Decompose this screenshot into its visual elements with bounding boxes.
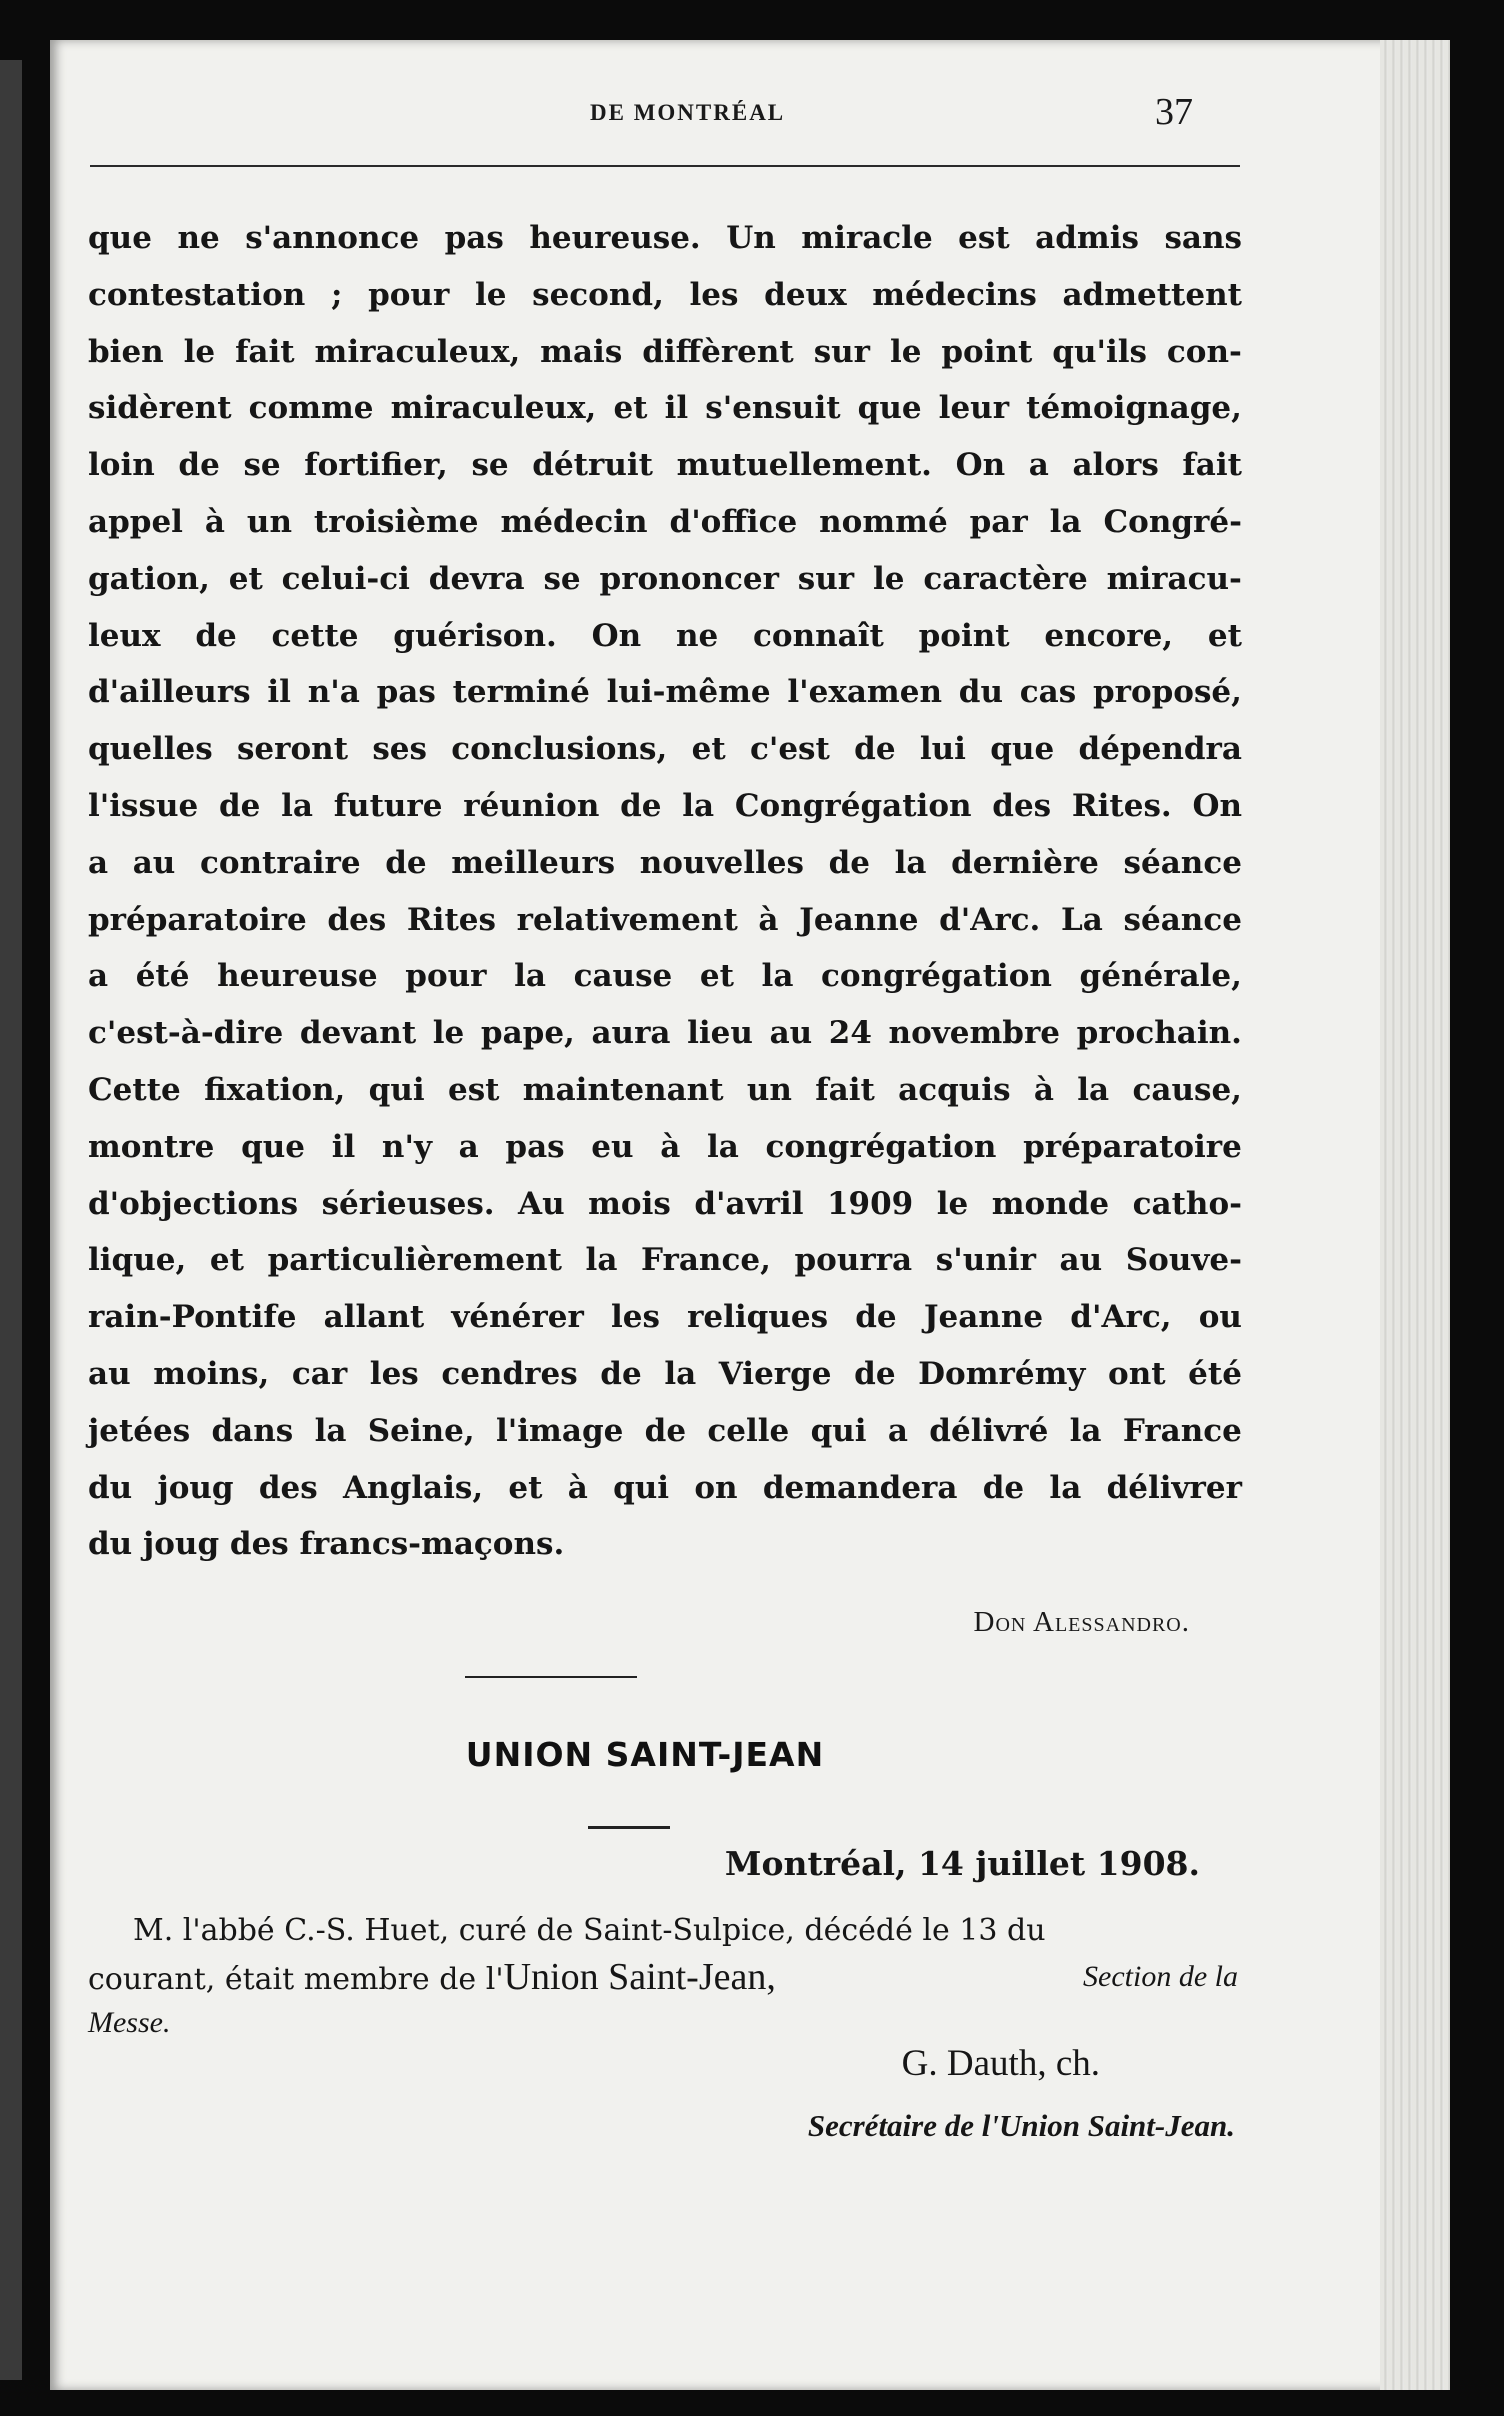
text-line: contestation ; pour le second, les deux médecins admettent (88, 276, 1242, 313)
text-line: l'issue de la future réunion de la Congrégation des Rites. On (88, 787, 1242, 824)
text-line: lique, et particulièrement la France, pourra s'unir au Souve- (88, 1242, 1242, 1279)
header-rule (90, 165, 1240, 167)
page-number: 37 (1155, 91, 1193, 133)
text-line: du joug des Anglais, et à qui on demandera de la délivrer (88, 1469, 1242, 1506)
text-line: bien le fait miraculeux, mais diffèrent sur le point qu'ils con- (88, 333, 1242, 370)
text-line: d'objections sérieuses. Au mois d'avril 1909 le monde catho- (88, 1185, 1242, 1222)
text-line: loin de se fortifier, se détruit mutuellement. On a alors fait (88, 447, 1242, 484)
text-line: préparatoire des Rites relativement à Jeanne d'Arc. La séance (88, 901, 1242, 938)
signer-title: Secrétaire de l'Union Saint-Jean. (807, 2108, 1235, 2143)
text-line: montre que il n'y a pas eu à la congrégation préparatoire (88, 1128, 1242, 1165)
text-line: leux de cette guérison. On ne connaît point encore, et (88, 617, 1242, 654)
article-body (88, 210, 1242, 1573)
text-line: Cette fixation, qui est maintenant un fait acquis à la cause, (88, 1071, 1242, 1108)
notice-body (88, 1908, 1238, 2046)
section-title: UNION SAINT-JEAN (465, 1735, 825, 1774)
text-line: rain-Pontife allant vénérer les reliques de Jeanne d'Arc, ou (88, 1299, 1242, 1336)
text-line: gation, et celui-ci devra se prononcer sur le caractère miracu- (88, 560, 1242, 597)
notice-line: M. l'abbé C.-S. Huet, curé de Saint-Sulpice, décédé le 13 du (133, 1913, 1046, 1948)
text-line: d'ailleurs il n'a pas terminé lui-même l'examen du cas proposé, (88, 674, 1242, 711)
notice-signer: G. Dauth, ch. (901, 2043, 1100, 2084)
text-line: du joug des francs-maçons. (88, 1526, 565, 1563)
notice-line: Messe. (88, 2006, 171, 2039)
text-line: a été heureuse pour la cause et la congrégation générale, (88, 958, 1242, 995)
union-name: Union Saint-Jean, (503, 1956, 776, 1998)
text-line: jetées dans la Seine, l'image de celle qui a délivré la France (88, 1412, 1242, 1449)
text-line: sidèrent comme miraculeux, et il s'ensuit que leur témoignage, (88, 390, 1242, 427)
text-line: quelles seront ses conclusions, et c'est de lui que dépendra (88, 731, 1242, 768)
page-stack-edge (1380, 40, 1450, 2390)
text-line: a au contraire de meilleurs nouvelles de la dernière séance (88, 844, 1242, 881)
notice-dateline: Montréal, 14 juillet 1908. (724, 1844, 1200, 1883)
text-line: appel à un troisième médecin d'office nommé par la Congré- (88, 503, 1242, 540)
article-signature: Don Alessandro. (973, 1606, 1190, 1638)
notice-text: courant, était membre de l' (88, 1962, 504, 1997)
running-head: DE MONTRÉAL (590, 100, 786, 125)
section-separator (465, 1676, 637, 1678)
notice-line (88, 1954, 1238, 2000)
section-name: Section de la (1083, 1960, 1238, 1993)
text-line: c'est-à-dire devant le pape, aura lieu au 24 novembre prochain. (88, 1015, 1242, 1052)
text-line: que ne s'annonce pas heureuse. Un miracle est admis sans (88, 220, 1242, 256)
title-underline (588, 1826, 670, 1829)
left-page-edge (0, 60, 22, 2380)
text-line: au moins, car les cendres de la Vierge de Domrémy ont été (88, 1355, 1242, 1392)
